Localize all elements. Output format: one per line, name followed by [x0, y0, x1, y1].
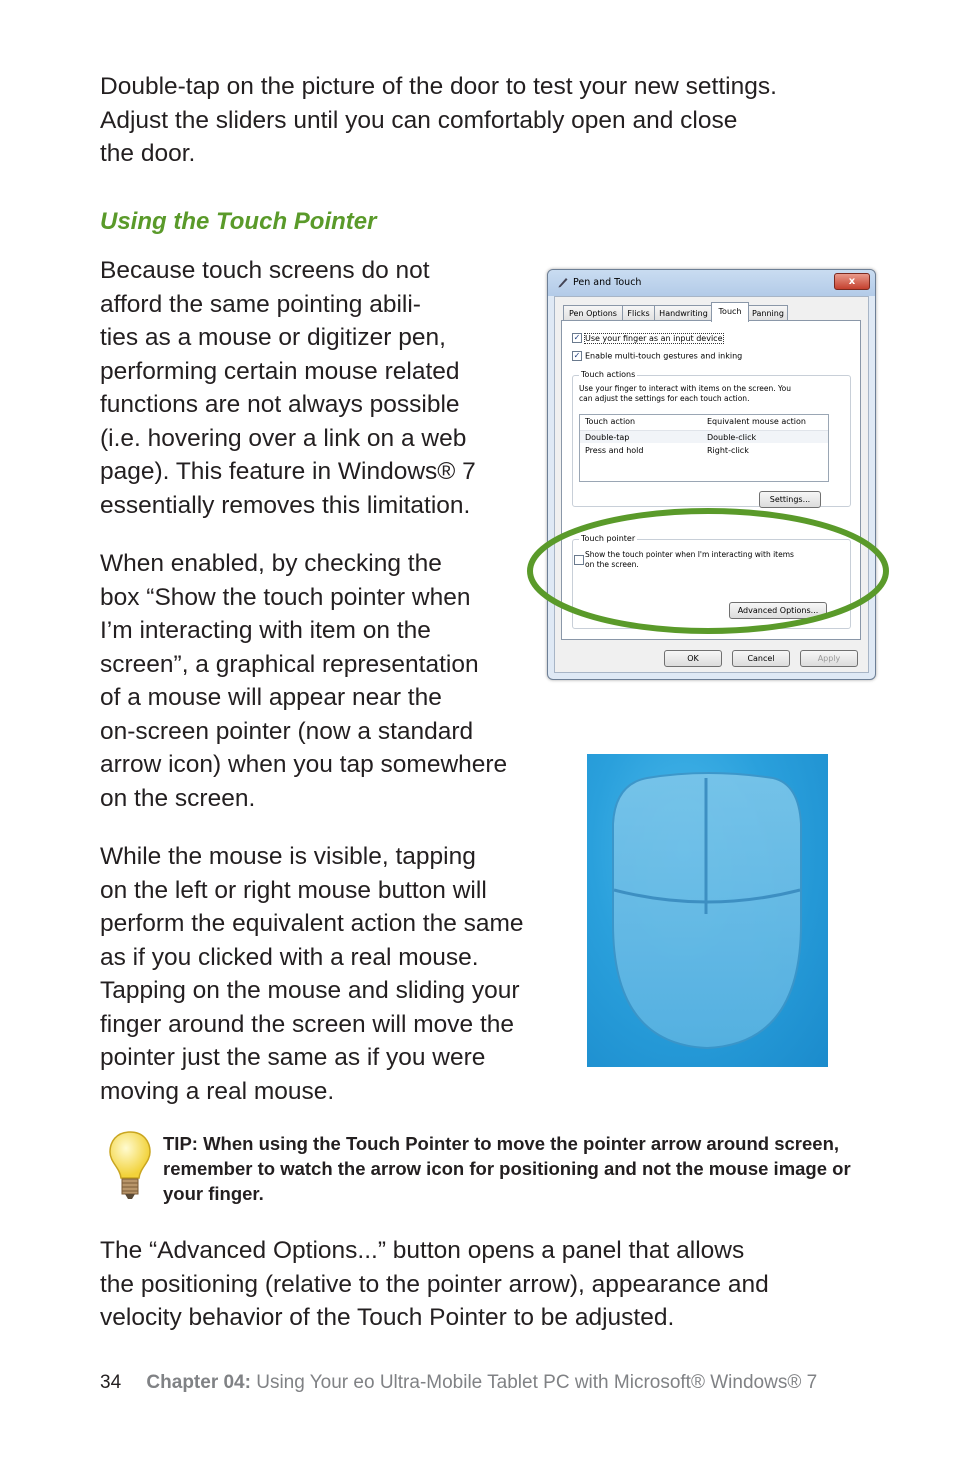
paragraph-line: afford the same pointing abili-: [100, 290, 421, 318]
paragraph-line: screen”, a graphical representation: [100, 650, 479, 678]
list-header: [580, 415, 828, 431]
tab-panning[interactable]: Panning: [748, 305, 788, 322]
intro-line: Double-tap on the picture of the door to test your new settings.: [100, 73, 777, 100]
paragraph-line: pointer just the same as if you were: [100, 1044, 486, 1071]
mouse-icon: [587, 754, 828, 1067]
intro-line: the door.: [100, 140, 196, 167]
paragraph-line: page). This feature in Windows® 7: [100, 458, 476, 485]
paragraph-line: While the mouse is visible, tapping: [100, 843, 476, 870]
use-finger-checkbox-row[interactable]: [572, 333, 723, 343]
multitouch-checkbox-row[interactable]: [572, 351, 742, 361]
checkbox-label: Use your finger as an input device: [585, 333, 723, 343]
cancel-button[interactable]: Cancel: [732, 650, 790, 667]
group-label: Touch actions: [581, 370, 636, 379]
tip-label: TIP:: [163, 1133, 198, 1154]
show-touch-pointer-label: on the screen.: [585, 560, 639, 569]
tab-handwriting[interactable]: Handwriting: [654, 305, 713, 322]
paragraph-line: Tapping on the mouse and sliding your: [100, 977, 520, 1004]
tab-touch[interactable]: Touch: [711, 302, 749, 322]
dialog-title: Pen and Touch: [573, 277, 642, 288]
list-cell: Double-click: [707, 433, 757, 442]
column-header: Touch action: [585, 417, 636, 426]
tab-pen-options[interactable]: Pen Options: [563, 305, 623, 322]
show-touch-pointer-label: Show the touch pointer when I'm interacting with items: [585, 550, 794, 559]
column-header: Equivalent mouse action: [707, 417, 806, 426]
paragraph-line: essentially removes this limitation.: [100, 491, 471, 519]
dialog-titlebar: [548, 270, 875, 296]
touch-pointer-mouse-image: [587, 754, 828, 1067]
paragraph-line: on-screen pointer (now a standard: [100, 717, 474, 745]
group-label: Touch pointer: [581, 534, 636, 543]
list-row[interactable]: [580, 431, 828, 443]
section-heading: Using the Touch Pointer: [100, 208, 377, 235]
paragraph-line: I’m interacting with item on the: [100, 617, 431, 644]
paragraph-when-enabled: [100, 547, 507, 815]
paragraph-line: on the screen.: [100, 784, 256, 812]
tab-flicks[interactable]: Flicks: [622, 305, 655, 322]
ok-button[interactable]: OK: [664, 650, 722, 667]
paragraph-line: finger around the screen will move the: [100, 1010, 514, 1038]
paragraph-line: arrow icon) when you tap somewhere: [100, 751, 508, 778]
paragraph-line: When enabled, by checking the: [100, 550, 442, 577]
paragraph-line: the positioning (relative to the pointer arrow), appearance and: [100, 1270, 769, 1298]
list-cell: Right-click: [707, 446, 749, 455]
tip-text: When using the Touch Pointer to move the pointer arrow around screen, remember to watch the arrow icon for positioning and not the mouse image or your finger.: [163, 1133, 851, 1204]
paragraph-line: Because touch screens do not: [100, 257, 430, 284]
paragraph-line: of a mouse will appear near the: [100, 684, 442, 711]
checkbox-label: Enable multi-touch gestures and inking: [585, 351, 743, 361]
paragraph-line: perform the equivalent action the same: [100, 910, 524, 937]
paragraph-line: velocity behavior of the Touch Pointer to be adjusted.: [100, 1304, 675, 1331]
paragraph-line: functions are not always possible: [100, 391, 460, 418]
paragraph-line: as if you clicked with a real mouse.: [100, 943, 479, 971]
paragraph-line: ties as a mouse or digitizer pen,: [100, 324, 446, 351]
lightbulb-icon: [108, 1130, 152, 1202]
intro-paragraph: [100, 70, 777, 171]
close-button[interactable]: x: [834, 273, 870, 290]
settings-button[interactable]: Settings...: [759, 491, 821, 508]
touch-actions-description: can adjust the settings for each touch action.: [579, 394, 750, 403]
advanced-options-button[interactable]: Advanced Options...: [729, 602, 827, 619]
paragraph-line: box “Show the touch pointer when: [100, 583, 471, 611]
paragraph-advanced-options: [100, 1234, 769, 1335]
paragraph-while-visible: [100, 840, 524, 1108]
touch-actions-group: [572, 370, 851, 507]
paragraph-line: performing certain mouse related: [100, 357, 460, 385]
paragraph-line: moving a real mouse.: [100, 1077, 335, 1105]
chapter-label: Chapter 04:: [146, 1372, 251, 1393]
page-number: 34: [100, 1372, 122, 1393]
paragraph-line: (i.e. hovering over a link on a web: [100, 424, 467, 452]
paragraph-line: The “Advanced Options...” button opens a panel that allows: [100, 1237, 745, 1264]
page-footer: [100, 1372, 817, 1394]
multitouch-checkbox[interactable]: [572, 351, 582, 361]
pen-icon: [557, 276, 569, 288]
touch-actions-list[interactable]: [579, 414, 829, 482]
list-cell: Double-tap: [585, 433, 630, 442]
tip-callout: [163, 1131, 853, 1206]
use-finger-checkbox[interactable]: [572, 333, 582, 343]
list-cell: Press and hold: [585, 446, 644, 455]
intro-line: Adjust the sliders until you can comfortably open and close: [100, 106, 738, 134]
paragraph-touch-screens: [100, 254, 476, 522]
highlight-ellipse: [525, 505, 895, 640]
chapter-title: Using Your eo Ultra-Mobile Tablet PC with Microsoft® Windows® 7: [256, 1372, 818, 1393]
list-row[interactable]: [580, 444, 828, 456]
paragraph-line: on the left or right mouse button will: [100, 876, 487, 904]
apply-button[interactable]: Apply: [800, 650, 858, 667]
touch-actions-description: Use your finger to interact with items on the screen. You: [579, 384, 791, 393]
